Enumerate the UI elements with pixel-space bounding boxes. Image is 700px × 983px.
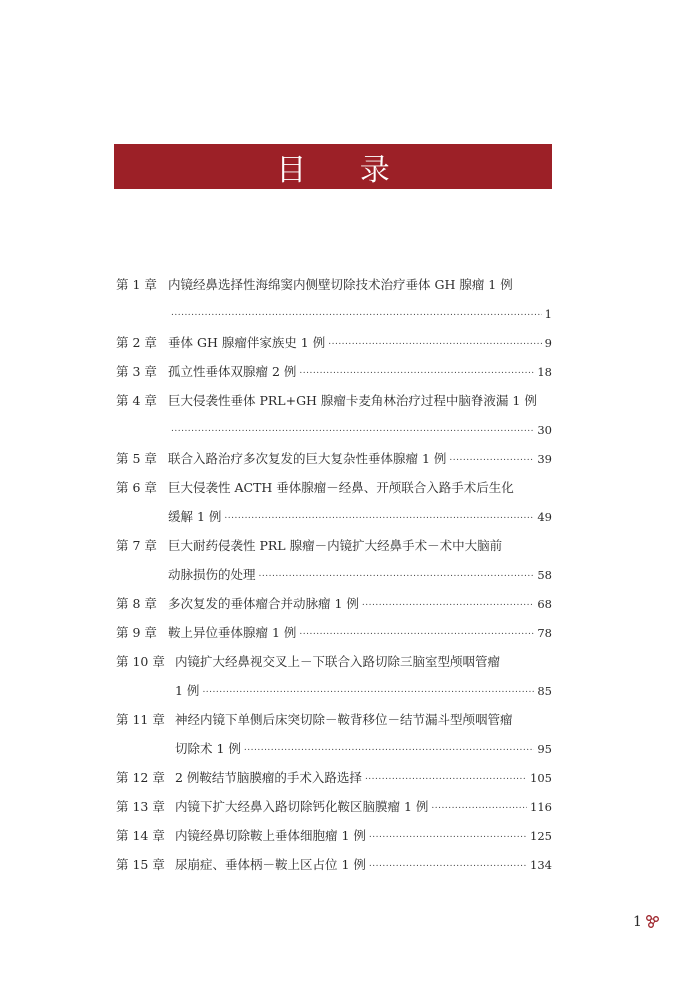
page-number: 78 <box>537 626 552 640</box>
toc-title-bar <box>114 144 552 189</box>
page-number: 18 <box>537 365 552 379</box>
chapter-title: 内镜经鼻切除鞍上垂体细胞瘤 1 例 <box>175 828 366 843</box>
page-number: 95 <box>537 742 552 756</box>
toc-entry[interactable] <box>116 589 552 618</box>
chapter-title: 联合入路治疗多次复发的巨大复杂性垂体腺瘤 1 例 <box>168 451 447 466</box>
page-number: 9 <box>544 336 552 350</box>
toc-entry[interactable] <box>116 705 552 763</box>
chapter-title: 巨大侵袭性 ACTH 垂体腺瘤－经鼻、开颅联合入路手术后生化 <box>168 480 514 495</box>
chapter-title: 巨大侵袭性垂体 PRL+GH 腺瘤卡麦角林治疗过程中脑脊液漏 1 例 <box>168 393 537 408</box>
dot-leader <box>431 789 527 821</box>
chapter-title: 垂体 GH 腺瘤伴家族史 1 例 <box>168 335 326 350</box>
dot-leader <box>369 818 527 850</box>
chapter-number: 第 5 章 <box>116 451 157 466</box>
chapter-title-continued: 缓解 1 例 <box>168 509 222 524</box>
chapter-title: 内镜经鼻选择性海绵窦内侧壁切除技术治疗垂体 GH 腺瘤 1 例 <box>168 277 513 292</box>
dot-leader <box>362 586 534 618</box>
footer-page-number <box>633 914 661 930</box>
chapter-number: 第 12 章 <box>116 770 165 785</box>
decorative-ornament-icon <box>645 914 661 930</box>
dot-leader <box>365 760 527 792</box>
chapter-number: 第 4 章 <box>116 393 157 408</box>
toc-entry[interactable] <box>116 792 552 821</box>
toc-entry[interactable] <box>116 647 552 705</box>
chapter-number: 第 1 章 <box>116 277 157 292</box>
chapter-title: 2 例鞍结节脑膜瘤的手术入路选择 <box>175 770 362 785</box>
chapter-title: 内镜下扩大经鼻入路切除钙化鞍区脑膜瘤 1 例 <box>175 799 429 814</box>
toc-entry[interactable] <box>116 357 552 386</box>
dot-leader <box>224 499 534 531</box>
chapter-number: 第 2 章 <box>116 335 157 350</box>
chapter-number: 第 8 章 <box>116 596 157 611</box>
chapter-title: 巨大耐药侵袭性 PRL 腺瘤－内镜扩大经鼻手术－术中大脑前 <box>168 538 503 553</box>
page-number: 30 <box>537 423 552 437</box>
chapter-number: 第 15 章 <box>116 857 165 872</box>
toc-entry[interactable] <box>116 444 552 473</box>
dot-leader <box>259 557 535 589</box>
toc-entry[interactable] <box>116 850 552 879</box>
toc-entry[interactable] <box>116 618 552 647</box>
toc-entry[interactable] <box>116 821 552 850</box>
chapter-number: 第 3 章 <box>116 364 157 379</box>
chapter-number: 第 11 章 <box>116 712 165 727</box>
toc-entry[interactable] <box>116 386 552 444</box>
chapter-number: 第 7 章 <box>116 538 157 553</box>
toc-entry[interactable] <box>116 473 552 531</box>
page-number: 134 <box>530 858 552 872</box>
dot-leader <box>449 441 534 473</box>
page-number: 58 <box>537 568 552 582</box>
chapter-title: 尿崩症、垂体柄－鞍上区占位 1 例 <box>175 857 366 872</box>
toc-title: 目 录 <box>276 152 412 188</box>
chapter-number: 第 13 章 <box>116 799 165 814</box>
chapter-title: 多次复发的垂体瘤合并动脉瘤 1 例 <box>168 596 359 611</box>
toc-entry[interactable] <box>116 328 552 357</box>
chapter-title: 内镜扩大经鼻视交叉上－下联合入路切除三脑室型颅咽管瘤 <box>175 654 501 669</box>
toc-entry[interactable] <box>116 270 552 328</box>
table-of-contents <box>116 270 552 879</box>
dot-leader <box>171 296 542 328</box>
chapter-title: 孤立性垂体双腺瘤 2 例 <box>168 364 297 379</box>
page-number: 125 <box>530 829 552 843</box>
dot-leader <box>299 615 534 647</box>
chapter-number: 第 6 章 <box>116 480 157 495</box>
chapter-number: 第 10 章 <box>116 654 165 669</box>
page-number: 116 <box>530 800 552 814</box>
chapter-title: 神经内镜下单侧后床突切除－鞍背移位－结节漏斗型颅咽管瘤 <box>175 712 513 727</box>
page-number: 85 <box>537 684 552 698</box>
page-number: 105 <box>530 771 552 785</box>
chapter-title-continued: 1 例 <box>175 683 200 698</box>
dot-leader <box>171 412 534 444</box>
chapter-number: 第 14 章 <box>116 828 165 843</box>
page-number: 1 <box>544 307 552 321</box>
page-number: 68 <box>537 597 552 611</box>
toc-entry[interactable] <box>116 531 552 589</box>
chapter-number: 第 9 章 <box>116 625 157 640</box>
chapter-title: 鞍上异位垂体腺瘤 1 例 <box>168 625 297 640</box>
dot-leader <box>299 354 534 386</box>
footer-page-number-text: 1 <box>633 914 642 930</box>
page-number: 49 <box>537 510 552 524</box>
dot-leader <box>244 731 534 763</box>
chapter-title-continued: 切除术 1 例 <box>175 741 241 756</box>
dot-leader <box>369 847 527 879</box>
page-number: 39 <box>537 452 552 466</box>
toc-entry[interactable] <box>116 763 552 792</box>
dot-leader <box>328 325 541 357</box>
chapter-title-continued: 动脉损伤的处理 <box>168 567 256 582</box>
dot-leader <box>202 673 534 705</box>
